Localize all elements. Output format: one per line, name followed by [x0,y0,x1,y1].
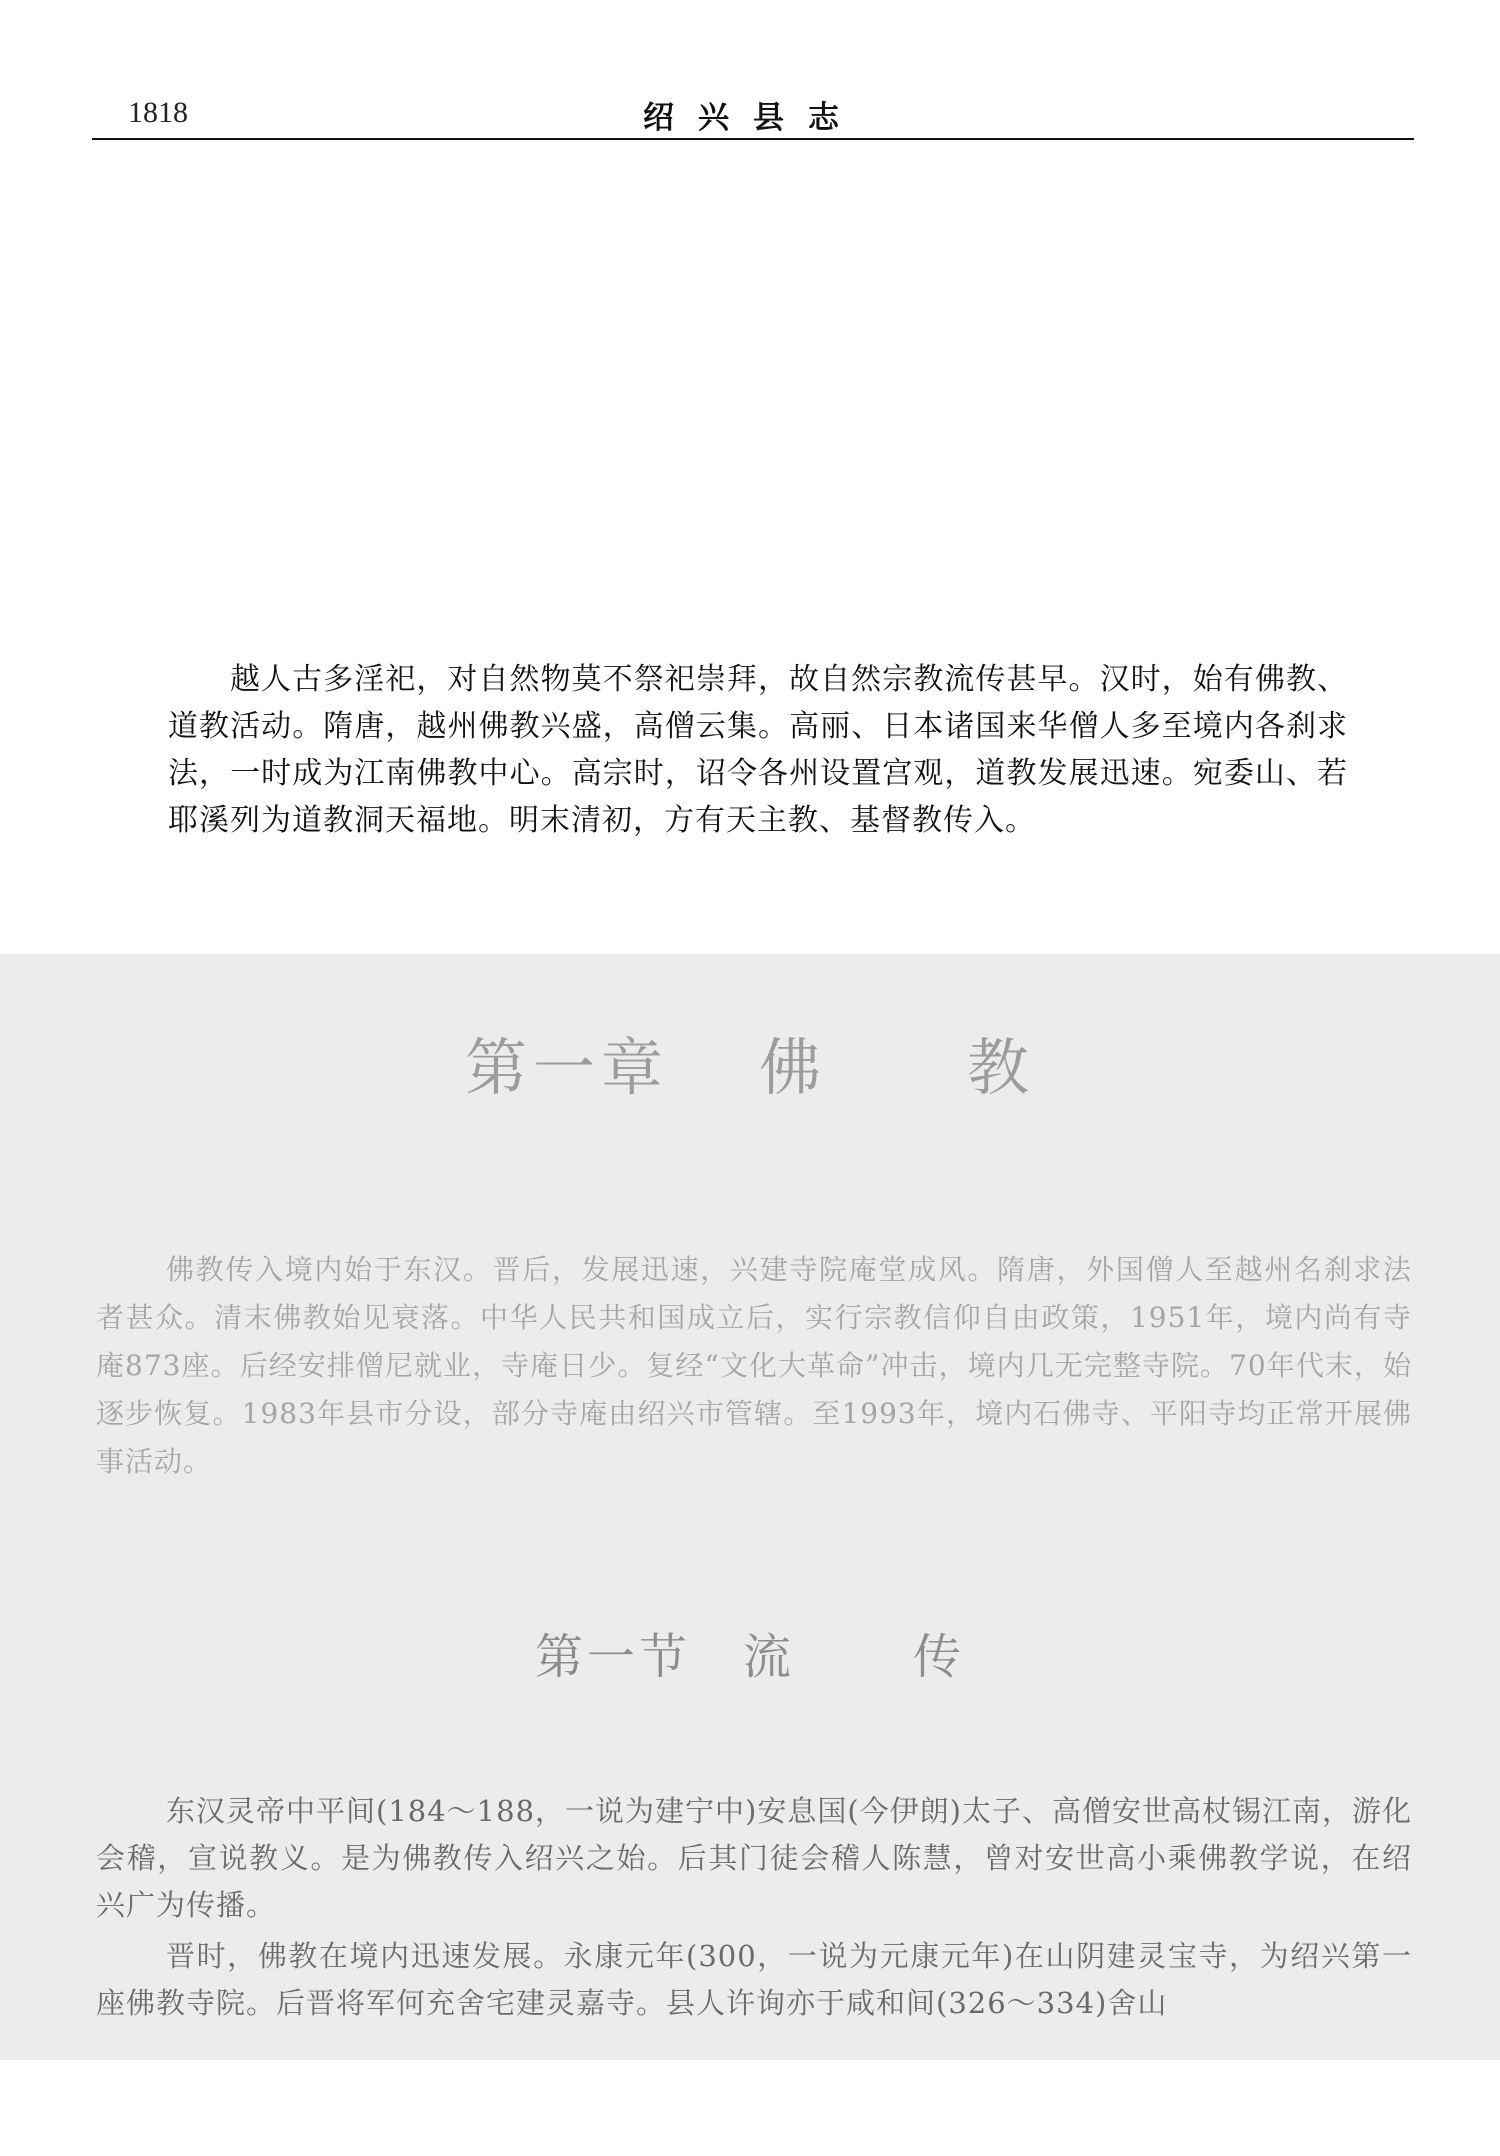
section-paragraph-2: 晋时，佛教在境内迅速发展。永康元年(300，一说为元康元年)在山阴建灵宝寺，为绍兴第一座佛教寺院。后晋将军何充舍宅建灵嘉寺。县人许询亦于咸和间(326～334)舍山 [96,1939,1412,2020]
running-title: 绍兴县志 [643,100,863,136]
section-number: 第一节 [534,1629,691,1685]
page-header [92,92,1414,138]
section-paragraph-1: 东汉灵帝中平间(184～188，一说为建宁中)安息国(今伊朗)太子、高僧安世高杖锡江南，游化会稽，宣说教义。是为佛教传入绍兴之始。后其门徒会稽人陈慧，曾对安世高小乘佛教学说，在绍兴广为传播。 [96,1794,1412,1922]
chapter-paragraph: 佛教传入境内始于东汉。晋后，发展迅速，兴建寺院庵堂成风。隋唐，外国僧人至越州名刹求法者甚众。清末佛教始见衰落。中华人民共和国成立后，实行宗教信仰自由政策，1951年，境内尚有寺庵873座。后经安排僧尼就业，寺庵日少。复经“文化大革命”冲击，境内几无完整寺院。70年代末，始逐步恢复。1983年县市分设，部分寺庵由绍兴市管辖。至1993年，境内石佛寺、平阳寺均正常开展佛事活动。 [96,1253,1412,1478]
section-body [96,1788,1412,2027]
chapter-body [96,1246,1412,1486]
section-title-char-2: 传 [913,1629,966,1685]
chapter-title-char-1: 佛 [758,1031,827,1104]
header-rule [92,138,1414,140]
section-title [0,1618,1500,1687]
intro-paragraph: 越人古多淫祀，对自然物莫不祭祀崇拜，故自然宗教流传甚早。汉时，始有佛教、道教活动。隋唐，越州佛教兴盛，高僧云集。高丽、日本诸国来华僧人多至境内各刹求法，一时成为江南佛教中心。高宗时，诏令各州设置宫观，道教发展迅速。宛委山、若耶溪列为道教洞天福地。明末清初，方有天主教、基督教传入。 [168,662,1348,838]
page-number: 1818 [128,96,188,129]
chapter-title-char-2: 教 [967,1031,1036,1104]
intro-block [168,656,1348,844]
chapter-title [0,1018,1500,1107]
section-title-char-1: 流 [742,1629,795,1685]
chapter-number: 第一章 [464,1031,669,1104]
